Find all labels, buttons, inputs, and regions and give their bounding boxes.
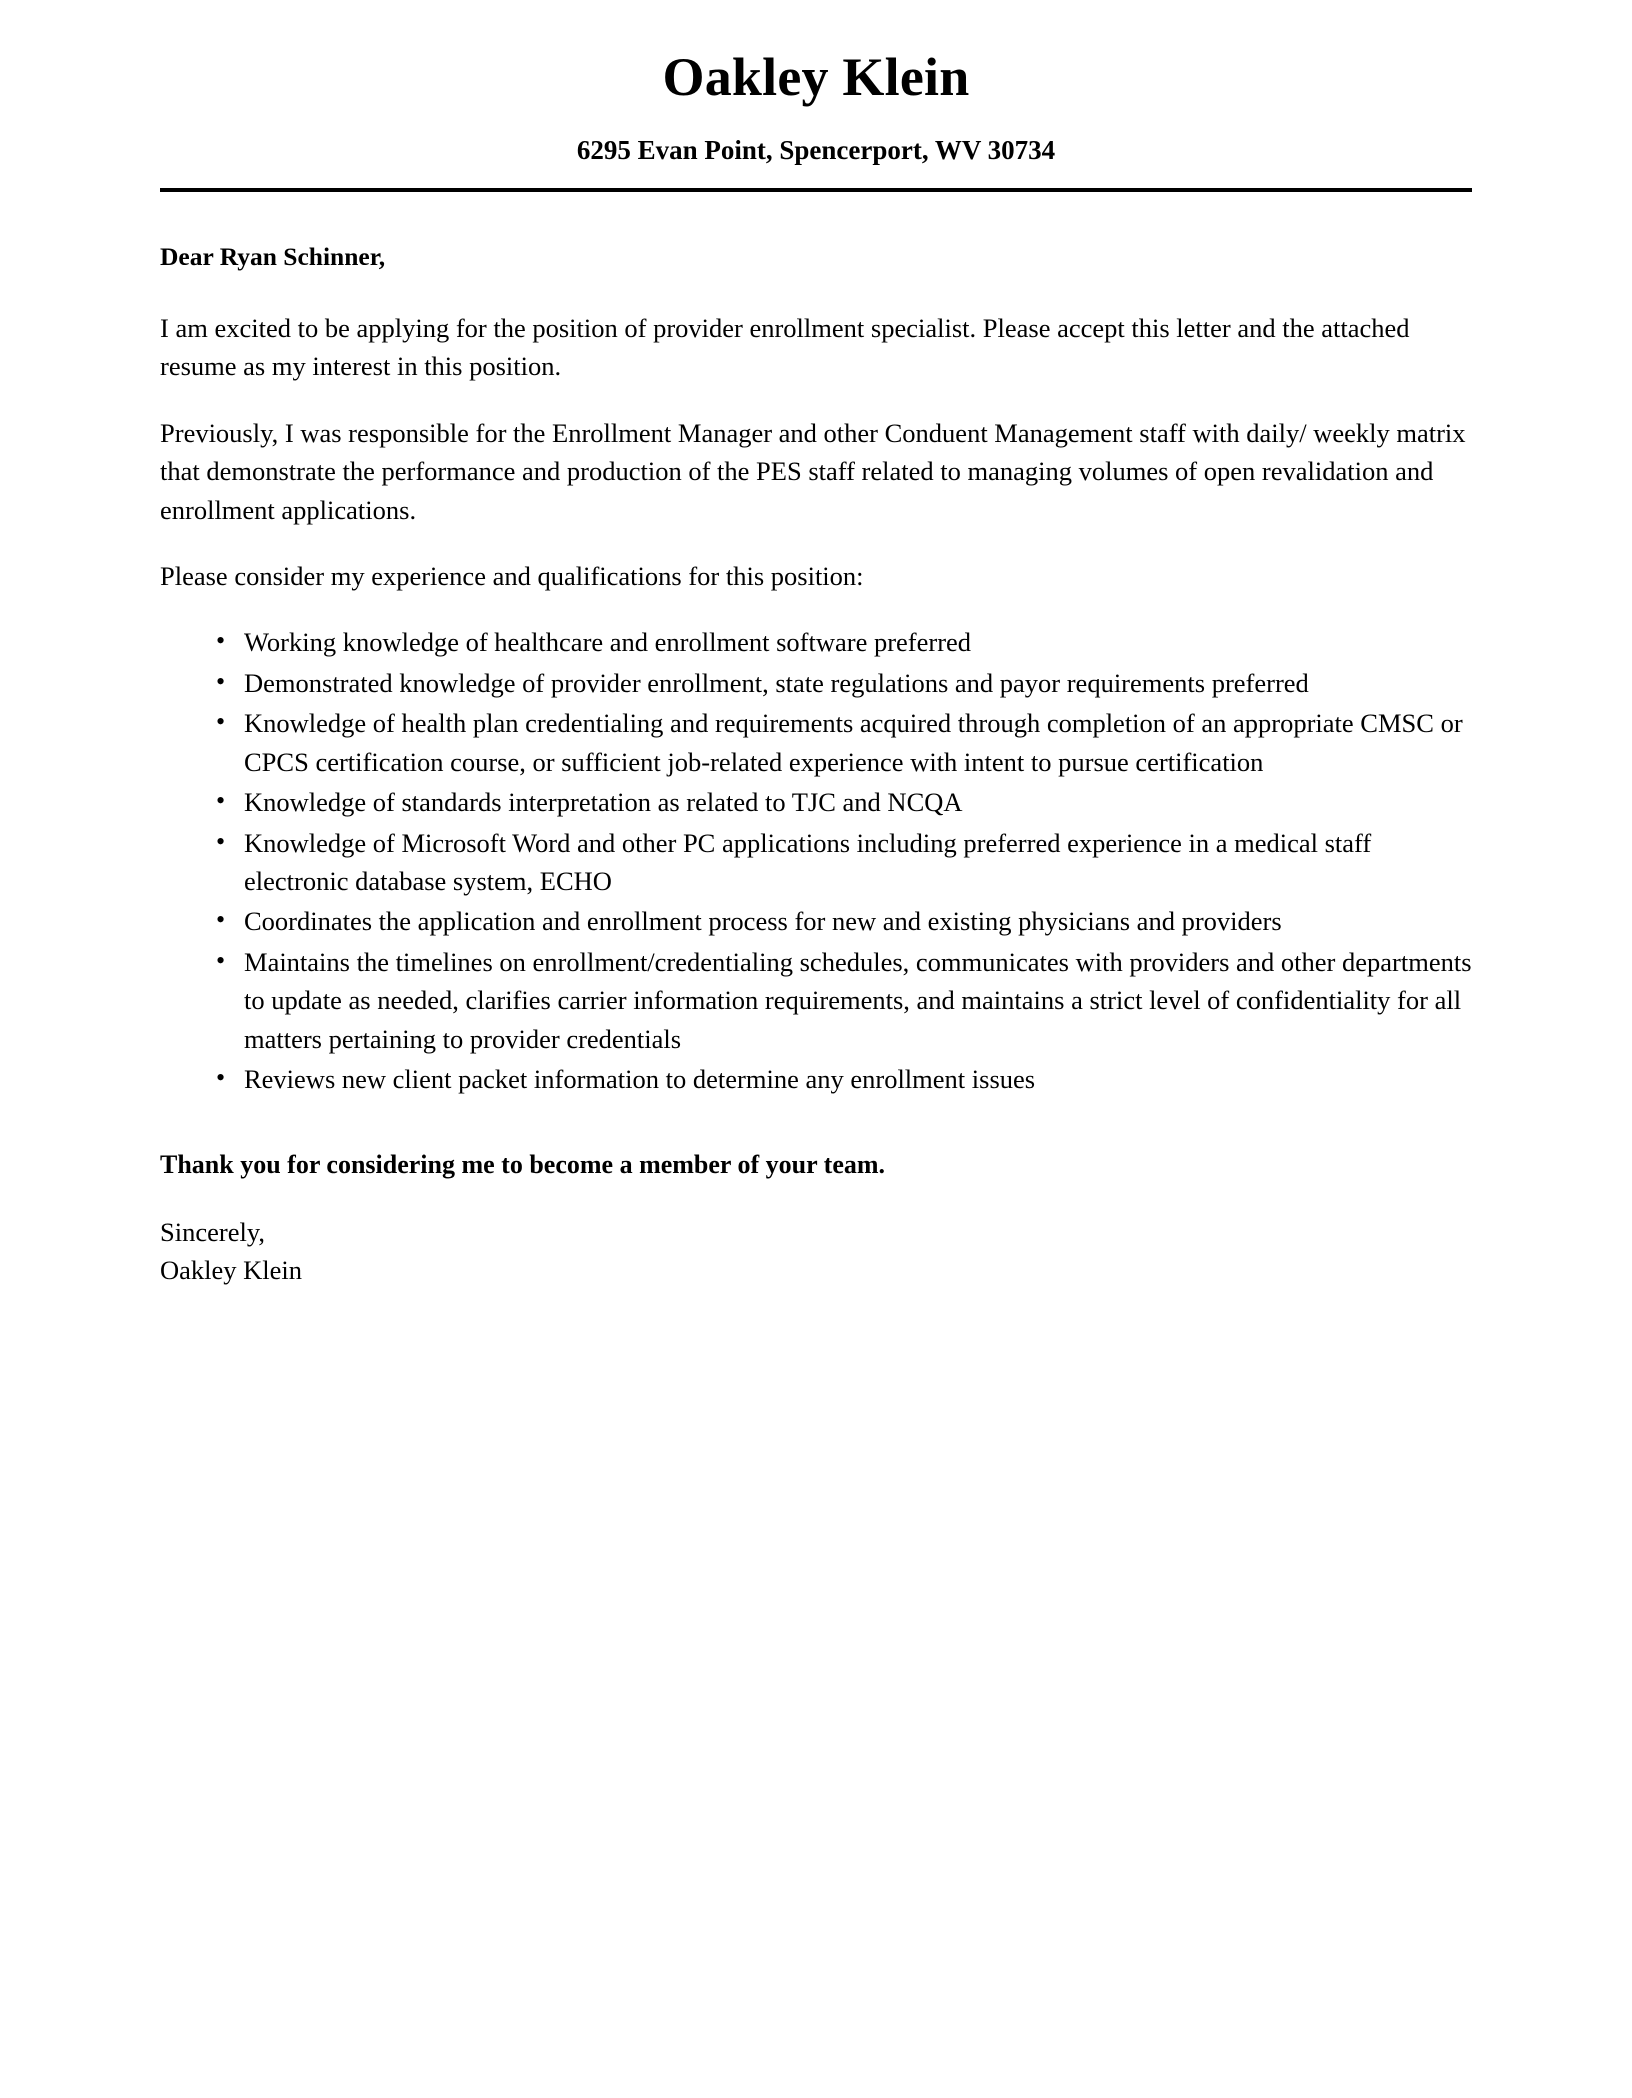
letterhead xyxy=(160,0,1472,192)
list-item: • Knowledge of Microsoft Word and other PC applications including preferred experience in a medical staff electronic database system, ECHO xyxy=(216,824,1472,901)
list-item: • Knowledge of health plan credentialing and requirements acquired through completion of an appropriate CMSC or CPCS certification course, or sufficient job-related experience with intent to pursue certification xyxy=(216,704,1472,781)
signature-block xyxy=(160,1213,1472,1290)
list-item: • Demonstrated knowledge of provider enrollment, state regulations and payor requirements preferred xyxy=(216,664,1472,702)
list-item: • Maintains the timelines on enrollment/credentialing schedules, communicates with providers and other departments to update as needed, clarifies carrier information requirements, and maintains a strict level of confidentiality for all matters pertaining to provider credentials xyxy=(216,943,1472,1058)
list-item: • Coordinates the application and enrollment process for new and existing physicians and providers xyxy=(216,902,1472,940)
qualifications-list xyxy=(160,623,1472,1098)
list-item: • Reviews new client packet information to determine any enrollment issues xyxy=(216,1060,1472,1098)
signoff-word: Sincerely, xyxy=(160,1216,265,1247)
salutation: Dear Ryan Schinner, xyxy=(160,242,386,272)
intro-paragraph: I am excited to be applying for the position of provider enrollment specialist. Please accept this letter and the attached resume as my interest in this position. xyxy=(160,312,1410,382)
qualifications-intro-paragraph: Please consider my experience and qualifications for this position: xyxy=(160,561,864,592)
list-item: • Knowledge of standards interpretation as related to TJC and NCQA xyxy=(216,783,1472,821)
experience-paragraph: Previously, I was responsible for the Enrollment Manager and other Conduent Management staff with daily/ weekly matrix that demonstrate the performance and production of the PES staff related to managing volumes of open revalidation and enrollment applications. xyxy=(160,417,1466,525)
letter-body xyxy=(160,192,1472,1289)
closing-thanks: Thank you for considering me to become a member of your team. xyxy=(160,1149,886,1179)
applicant-address: 6295 Evan Point, Spencerport, WV 30734 xyxy=(576,135,1056,166)
list-item: • Working knowledge of healthcare and enrollment software preferred xyxy=(216,623,1472,661)
applicant-name-heading: Oakley Klein xyxy=(662,47,970,107)
signoff-name: Oakley Klein xyxy=(160,1255,303,1286)
